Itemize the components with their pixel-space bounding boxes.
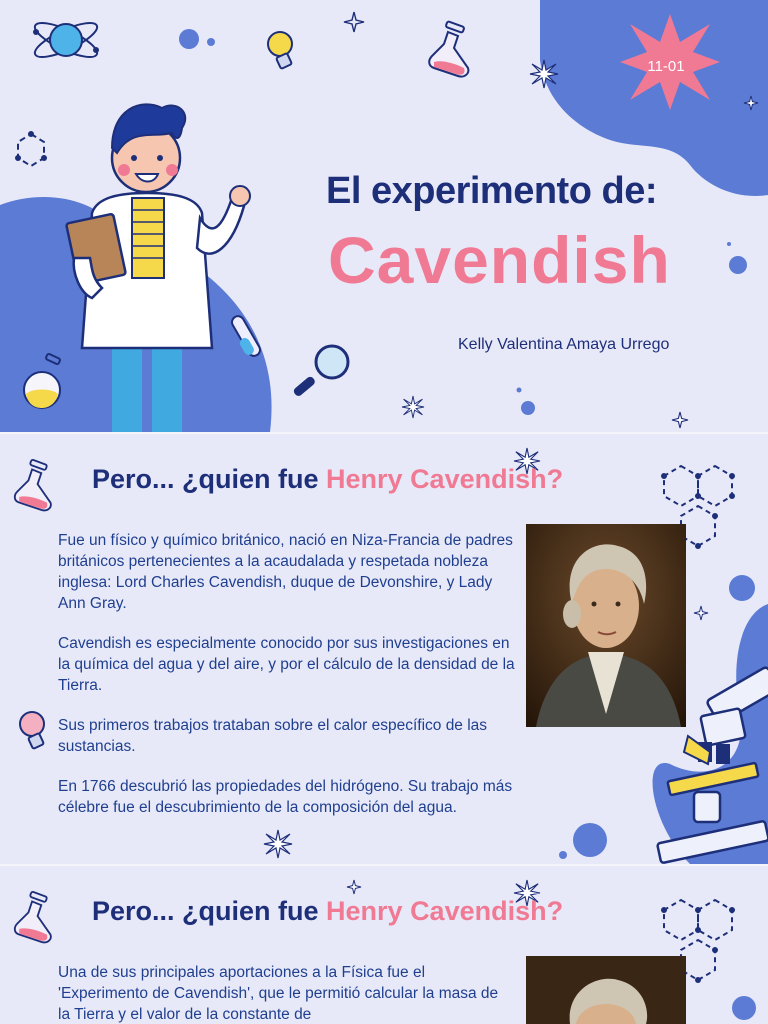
molecule-icon (14, 130, 48, 170)
sparkle-icon (530, 60, 558, 88)
portrait-image (526, 524, 686, 727)
section-title-prefix: Pero... ¿quien fue (92, 464, 327, 494)
paragraph: Una de sus principales aportaciones a la Física fue el 'Experimento de Cavendish', que le permitió calcular la masa de la Tierra y el valor de la constante de (58, 964, 499, 1023)
biography-slide-continued (0, 866, 768, 1024)
paragraph: Fue un físico y químico británico, nació en Niza-Francia de padres británicos pertenecientes a la acaudalada y respetada nobleza inglesa: Lord Charles Cavendish, duque de Devonshire, y Lady Ann Gray. (58, 532, 513, 612)
flask-icon (424, 22, 474, 78)
lightbulb-icon (16, 708, 52, 752)
flask-icon (10, 890, 56, 946)
section-title-prefix: Pero... ¿quien fue (92, 896, 327, 926)
paragraph: Cavendish es especialmente conocido por sus investigaciones en la química del agua y del aire, y por el cálculo de la densidad de la Tierra. (58, 635, 515, 694)
title-line-1: El experimento de: (326, 170, 657, 212)
magnifier-icon (290, 342, 352, 402)
portrait-image (526, 956, 686, 1024)
section-title-highlight: Henry Cavendish? (326, 896, 564, 926)
atom-icon (30, 10, 102, 70)
title-line-2: Cavendish (328, 223, 671, 297)
sparkle-icon (672, 412, 688, 428)
lightbulb-icon (264, 28, 300, 72)
test-tube-icon (228, 312, 268, 362)
sparkle-icon (347, 880, 361, 894)
sparkle-icon (744, 96, 758, 110)
paragraph: En 1766 descubrió las propiedades del hidrógeno. Su trabajo más célebre fue el descubrimiento de la composición del agua. (58, 778, 513, 816)
sparkle-icon (344, 12, 364, 32)
flask-icon (20, 354, 66, 412)
paragraph: Sus primeros trabajos trataban sobre el calor específico de las sustancias. (58, 717, 488, 755)
section-title (92, 464, 563, 495)
author-name: Kelly Valentina Amaya Urrego (458, 336, 670, 353)
sparkle-icon (402, 396, 424, 418)
flask-icon (10, 458, 56, 514)
section-title (92, 896, 563, 927)
class-badge-label: 11-01 (647, 58, 685, 75)
sparkle-icon (694, 606, 708, 620)
experiment-text (58, 962, 508, 1024)
section-title-highlight: Henry Cavendish? (326, 464, 564, 494)
biography-text (58, 530, 518, 837)
scientist-illustration (62, 98, 262, 432)
biography-slide (0, 434, 768, 864)
title-slide (0, 0, 768, 432)
